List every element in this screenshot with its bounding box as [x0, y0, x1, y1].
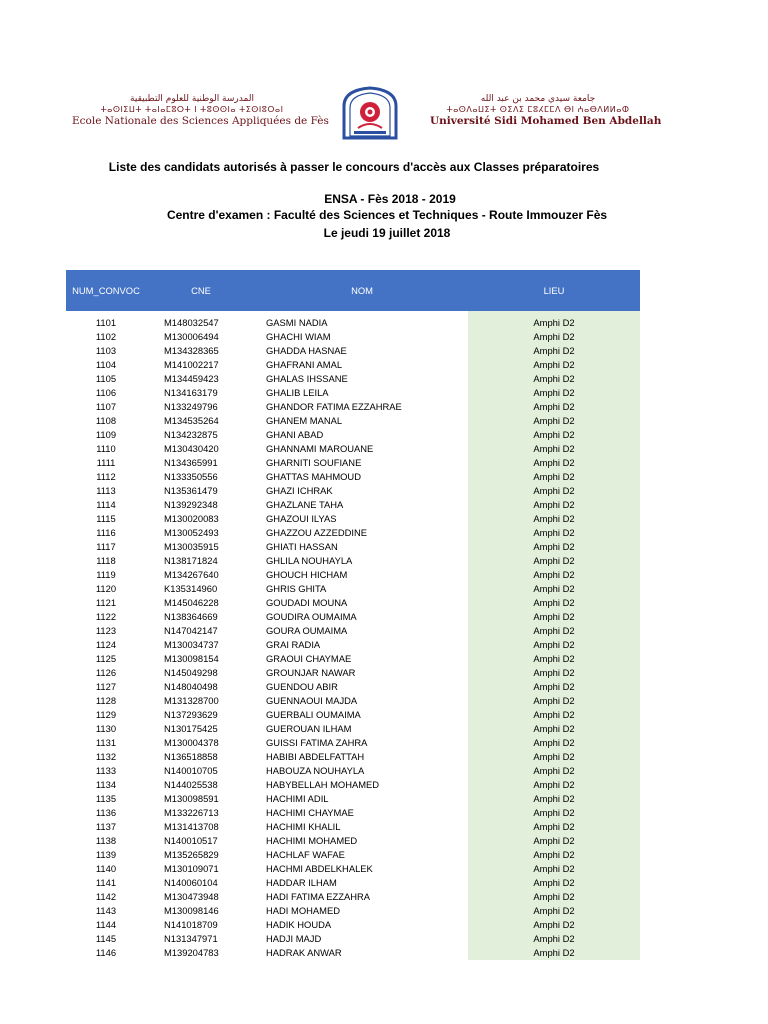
cell-cne: M134459423	[164, 373, 219, 384]
cell-cne: M148032547	[164, 317, 219, 328]
cell-num-convoc: 1126	[95, 667, 117, 678]
cell-cne: N140010517	[164, 835, 218, 846]
cell-lieu: Amphi D2	[468, 876, 640, 890]
cell-num-convoc: 1125	[95, 653, 117, 664]
cell-nom: GHOUCH HICHAM	[266, 569, 348, 580]
cell-nom: HADJI MAJD	[266, 933, 322, 944]
cell-cne: M134328365	[164, 345, 219, 356]
cell-lieu: Amphi D2	[468, 526, 640, 540]
candidates-table	[66, 270, 640, 960]
cell-lieu: Amphi D2	[468, 358, 640, 372]
cell-nom: GHALIB LEILA	[266, 387, 329, 398]
cell-num-convoc: 1108	[95, 415, 117, 426]
cell-nom: GHACHI WIAM	[266, 331, 331, 342]
cell-num-convoc: 1127	[95, 681, 117, 692]
cell-lieu: Amphi D2	[468, 666, 640, 680]
cell-lieu: Amphi D2	[468, 834, 640, 848]
ensa-tifinagh-name: ⵜⴰⵙⵏⵉⵡⵜ ⵜⴰⵏⴰⵎⵓⵔⵜ ⵏ ⵜⵓⵙⵙⵏⴰ ⵜⵉⵙⵏⵓⵔⴰⵏ	[100, 105, 284, 114]
table-row	[66, 596, 640, 610]
cell-lieu: Amphi D2	[468, 792, 640, 806]
table-body	[66, 311, 640, 960]
table-row	[66, 358, 640, 372]
table-row	[66, 708, 640, 722]
cell-cne: N133350556	[164, 471, 218, 482]
cell-num-convoc: 1112	[96, 471, 116, 482]
table-row	[66, 666, 640, 680]
table-row	[66, 624, 640, 638]
table-row	[66, 316, 640, 330]
cell-nom: GHADDA HASNAE	[266, 345, 347, 356]
cell-num-convoc: 1143	[95, 905, 117, 916]
cell-num-convoc: 1129	[95, 709, 117, 720]
cell-cne: N148040498	[164, 681, 218, 692]
cell-nom: GUENDOU ABIR	[266, 681, 338, 692]
cell-cne: M130098154	[164, 653, 219, 664]
table-row	[66, 610, 640, 624]
cell-num-convoc: 1121	[95, 597, 117, 608]
cell-lieu: Amphi D2	[468, 890, 640, 904]
cell-num-convoc: 1104	[95, 359, 117, 370]
table-row	[66, 498, 640, 512]
cell-nom: HADIK HOUDA	[266, 919, 332, 930]
cell-nom: HADRAK ANWAR	[266, 947, 342, 958]
cell-cne: N147042147	[164, 625, 218, 636]
header-num-convoc: NUM_CONVOC	[66, 270, 146, 311]
cell-lieu: Amphi D2	[468, 820, 640, 834]
cell-cne: N131347971	[164, 933, 218, 944]
ensa-arabic-name: المدرسة الوطنية للعلوم التطبيقية	[130, 94, 254, 104]
table-row	[66, 792, 640, 806]
cell-num-convoc: 1139	[95, 849, 117, 860]
exam-date: Le jeudi 19 juillet 2018	[323, 226, 451, 240]
cell-nom: GUEROUAN ILHAM	[266, 723, 352, 734]
cell-num-convoc: 1110	[96, 443, 116, 454]
cell-cne: M130006494	[164, 331, 219, 342]
cell-lieu: Amphi D2	[468, 736, 640, 750]
cell-cne: M130473948	[164, 891, 219, 902]
cell-nom: GRAOUI CHAYMAE	[266, 653, 352, 664]
cell-lieu: Amphi D2	[468, 484, 640, 498]
cell-cne: N136518858	[164, 751, 218, 762]
cell-cne: M130109071	[164, 863, 219, 874]
cell-cne: M130098146	[164, 905, 219, 916]
usmba-identity	[430, 94, 662, 128]
cell-cne: M130430420	[164, 443, 219, 454]
cell-num-convoc: 1109	[95, 429, 117, 440]
cell-cne: M133226713	[164, 807, 219, 818]
cell-nom: HACHMI ABDELKHALEK	[266, 863, 373, 874]
cell-nom: HACHIMI CHAYMAE	[266, 807, 354, 818]
cell-lieu: Amphi D2	[468, 470, 640, 484]
cell-cne: M135265829	[164, 849, 219, 860]
table-row	[66, 834, 640, 848]
table-row	[66, 456, 640, 470]
table-row	[66, 918, 640, 932]
table-row	[66, 512, 640, 526]
cell-nom: GASMI NADIA	[266, 317, 328, 328]
cell-cne: M131328700	[164, 695, 219, 706]
header-lieu: LIEU	[468, 270, 640, 311]
cell-nom: HACHIMI ADIL	[266, 793, 329, 804]
cell-lieu: Amphi D2	[468, 862, 640, 876]
cell-num-convoc: 1119	[96, 569, 116, 580]
cell-num-convoc: 1133	[95, 765, 117, 776]
cell-num-convoc: 1141	[95, 877, 117, 888]
cell-cne: M139204783	[164, 947, 219, 958]
cell-nom: HADDAR ILHAM	[266, 877, 337, 888]
cell-lieu: Amphi D2	[468, 330, 640, 344]
cell-cne: M141002217	[164, 359, 219, 370]
cell-lieu: Amphi D2	[468, 932, 640, 946]
table-row	[66, 484, 640, 498]
table-row	[66, 372, 640, 386]
cell-num-convoc: 1132	[95, 751, 117, 762]
cell-nom: HACHIMI MOHAMED	[266, 835, 358, 846]
cell-cne: N135361479	[164, 485, 218, 496]
cell-lieu: Amphi D2	[468, 582, 640, 596]
cell-cne: N144025538	[164, 779, 218, 790]
table-row	[66, 932, 640, 946]
table-row	[66, 876, 640, 890]
table-row	[66, 554, 640, 568]
cell-cne: M145046228	[164, 597, 219, 608]
cell-cne: M134267640	[164, 569, 219, 580]
cell-lieu: Amphi D2	[468, 316, 640, 330]
cell-nom: GUENNAOUI MAJDA	[266, 695, 358, 706]
cell-num-convoc: 1140	[95, 863, 117, 874]
table-row	[66, 582, 640, 596]
cell-lieu: Amphi D2	[468, 848, 640, 862]
table-row	[66, 820, 640, 834]
cell-cne: N145049298	[164, 667, 218, 678]
cell-nom: HABIBI ABDELFATTAH	[266, 751, 365, 762]
table-row	[66, 946, 640, 960]
cell-lieu: Amphi D2	[468, 540, 640, 554]
cell-cne: M130098591	[164, 793, 219, 804]
cell-cne: M130052493	[164, 527, 219, 538]
cell-num-convoc: 1102	[95, 331, 117, 342]
cell-nom: GHANI ABAD	[266, 429, 324, 440]
cell-nom: HADI FATIMA EZZAHRA	[266, 891, 371, 902]
cell-num-convoc: 1134	[95, 779, 117, 790]
cell-num-convoc: 1120	[95, 583, 117, 594]
cell-cne: N140060104	[164, 877, 218, 888]
cell-nom: GHANNAMI MAROUANE	[266, 443, 374, 454]
cell-lieu: Amphi D2	[468, 652, 640, 666]
document-header	[0, 84, 768, 140]
table-row	[66, 638, 640, 652]
cell-cne: M130020083	[164, 513, 219, 524]
cell-nom: GHLILA NOUHAYLA	[266, 555, 353, 566]
cell-cne: N140010705	[164, 765, 218, 776]
table-row	[66, 386, 640, 400]
cell-num-convoc: 1128	[95, 695, 117, 706]
exam-session: ENSA - Fès 2018 - 2019	[324, 192, 456, 206]
cell-nom: HACHLAF WAFAE	[266, 849, 345, 860]
cell-lieu: Amphi D2	[468, 904, 640, 918]
cell-nom: HADI MOHAMED	[266, 905, 340, 916]
cell-num-convoc: 1136	[95, 807, 117, 818]
cell-num-convoc: 1145	[95, 933, 117, 944]
cell-nom: GHAZI ICHRAK	[266, 485, 333, 496]
cell-num-convoc: 1117	[96, 541, 116, 552]
cell-num-convoc: 1124	[95, 639, 117, 650]
cell-lieu: Amphi D2	[468, 638, 640, 652]
cell-nom: GROUNJAR NAWAR	[266, 667, 356, 678]
cell-lieu: Amphi D2	[468, 568, 640, 582]
cell-lieu: Amphi D2	[468, 610, 640, 624]
cell-nom: GHANEM MANAL	[266, 415, 343, 426]
cell-nom: GRAI RADIA	[266, 639, 321, 650]
cell-cne: M130035915	[164, 541, 219, 552]
cell-nom: GOURA OUMAIMA	[266, 625, 348, 636]
cell-lieu: Amphi D2	[468, 414, 640, 428]
table-row	[66, 904, 640, 918]
table-row	[66, 344, 640, 358]
cell-num-convoc: 1142	[95, 891, 117, 902]
table-row	[66, 680, 640, 694]
table-row	[66, 778, 640, 792]
table-row	[66, 470, 640, 484]
cell-cne: N133249796	[164, 401, 218, 412]
cell-lieu: Amphi D2	[468, 372, 640, 386]
cell-nom: GHIATI HASSAN	[266, 541, 338, 552]
cell-lieu: Amphi D2	[468, 722, 640, 736]
table-row	[66, 442, 640, 456]
cell-cne: N130175425	[164, 723, 218, 734]
cell-num-convoc: 1135	[95, 793, 117, 804]
cell-num-convoc: 1113	[96, 485, 116, 496]
cell-cne: N139292348	[164, 499, 218, 510]
cell-nom: GHAFRANI AMAL	[266, 359, 343, 370]
cell-nom: GHAZOUI ILYAS	[266, 513, 337, 524]
cell-cne: M130034737	[164, 639, 219, 650]
table-row	[66, 764, 640, 778]
header-cne: CNE	[146, 270, 256, 311]
table-row	[66, 526, 640, 540]
cell-lieu: Amphi D2	[468, 806, 640, 820]
cell-num-convoc: 1123	[95, 625, 117, 636]
cell-nom: HABYBELLAH MOHAMED	[266, 779, 380, 790]
cell-num-convoc: 1122	[95, 611, 117, 622]
table-row	[66, 848, 640, 862]
cell-lieu: Amphi D2	[468, 596, 640, 610]
cell-cne: M131413708	[164, 821, 219, 832]
cell-cne: N138364669	[164, 611, 218, 622]
cell-cne: K135314960	[164, 583, 218, 594]
cell-num-convoc: 1101	[95, 317, 117, 328]
header-nom: NOM	[256, 270, 468, 311]
cell-nom: HACHIMI KHALIL	[266, 821, 341, 832]
cell-nom: GHARNITI SOUFIANE	[266, 457, 362, 468]
cell-num-convoc: 1111	[96, 457, 116, 468]
ensa-fes-identity	[72, 94, 329, 128]
cell-lieu: Amphi D2	[468, 946, 640, 960]
cell-cne: N134163179	[164, 387, 218, 398]
table-header-row	[66, 270, 640, 311]
usmba-french-name: Université Sidi Mohamed Ben Abdellah	[430, 115, 662, 127]
table-row	[66, 414, 640, 428]
table-row	[66, 806, 640, 820]
cell-num-convoc: 1130	[95, 723, 117, 734]
cell-cne: N137293629	[164, 709, 218, 720]
cell-num-convoc: 1106	[95, 387, 117, 398]
table-row	[66, 568, 640, 582]
usmba-arabic-name: جامعة سيدي محمد بن عبد الله	[480, 94, 596, 104]
cell-nom: GHANDOR FATIMA EZZAHRAE	[266, 401, 402, 412]
cell-cne: M134535264	[164, 415, 219, 426]
cell-nom: GHATTAS MAHMOUD	[266, 471, 361, 482]
cell-num-convoc: 1138	[95, 835, 117, 846]
cell-lieu: Amphi D2	[468, 386, 640, 400]
table-row	[66, 750, 640, 764]
cell-nom: GHAZZOU AZZEDDINE	[266, 527, 368, 538]
cell-lieu: Amphi D2	[468, 680, 640, 694]
cell-lieu: Amphi D2	[468, 554, 640, 568]
cell-lieu: Amphi D2	[468, 694, 640, 708]
ensa-french-name: Ecole Nationale des Sciences Appliquées de Fès	[72, 115, 329, 127]
table-row	[66, 722, 640, 736]
cell-num-convoc: 1105	[95, 373, 117, 384]
cell-lieu: Amphi D2	[468, 498, 640, 512]
cell-lieu: Amphi D2	[468, 344, 640, 358]
table-row	[66, 862, 640, 876]
cell-num-convoc: 1107	[95, 401, 117, 412]
usmba-tifinagh-name: ⵜⴰⵙⴷⴰⵡⵉⵜ ⵙⵉⴷⵉ ⵎⵓⵃⵎⵎⴷ ⴱⵏ ⵄⴰⴱⴷⵍⵍⴰⵀ	[446, 105, 630, 114]
cell-nom: GHALAS IHSSANE	[266, 373, 348, 384]
document-title: Liste des candidats autorisés à passer le concours d'accès aux Classes préparatoires	[108, 160, 600, 174]
table-row	[66, 330, 640, 344]
exam-center: Centre d'examen : Faculté des Sciences et Techniques - Route Immouzer Fès	[166, 208, 608, 222]
cell-num-convoc: 1103	[95, 345, 117, 356]
cell-num-convoc: 1116	[96, 527, 116, 538]
university-logo	[334, 84, 406, 140]
cell-nom: GHAZLANE TAHA	[266, 499, 344, 510]
cell-lieu: Amphi D2	[468, 918, 640, 932]
cell-lieu: Amphi D2	[468, 512, 640, 526]
cell-lieu: Amphi D2	[468, 750, 640, 764]
cell-lieu: Amphi D2	[468, 764, 640, 778]
cell-cne: N134232875	[164, 429, 218, 440]
cell-lieu: Amphi D2	[468, 624, 640, 638]
cell-cne: N141018709	[164, 919, 218, 930]
table-row	[66, 428, 640, 442]
cell-num-convoc: 1137	[95, 821, 117, 832]
cell-lieu: Amphi D2	[468, 778, 640, 792]
cell-cne: N138171824	[164, 555, 218, 566]
cell-nom: HABOUZA NOUHAYLA	[266, 765, 365, 776]
cell-cne: M130004378	[164, 737, 219, 748]
cell-lieu: Amphi D2	[468, 442, 640, 456]
cell-lieu: Amphi D2	[468, 428, 640, 442]
cell-nom: GOUDADI MOUNA	[266, 597, 348, 608]
table-row	[66, 652, 640, 666]
cell-nom: GUISSI FATIMA ZAHRA	[266, 737, 368, 748]
cell-cne: N134365991	[164, 457, 218, 468]
cell-num-convoc: 1114	[96, 499, 116, 510]
table-row	[66, 736, 640, 750]
cell-num-convoc: 1146	[95, 947, 117, 958]
cell-lieu: Amphi D2	[468, 708, 640, 722]
cell-num-convoc: 1144	[95, 919, 117, 930]
cell-nom: GOUDIRA OUMAIMA	[266, 611, 357, 622]
cell-num-convoc: 1118	[96, 555, 116, 566]
cell-lieu: Amphi D2	[468, 456, 640, 470]
cell-nom: GHRIS GHITA	[266, 583, 327, 594]
table-row	[66, 540, 640, 554]
table-row	[66, 400, 640, 414]
cell-lieu: Amphi D2	[468, 400, 640, 414]
cell-num-convoc: 1115	[96, 513, 116, 524]
cell-num-convoc: 1131	[95, 737, 117, 748]
table-row	[66, 890, 640, 904]
cell-nom: GUERBALI OUMAIMA	[266, 709, 361, 720]
table-row	[66, 694, 640, 708]
